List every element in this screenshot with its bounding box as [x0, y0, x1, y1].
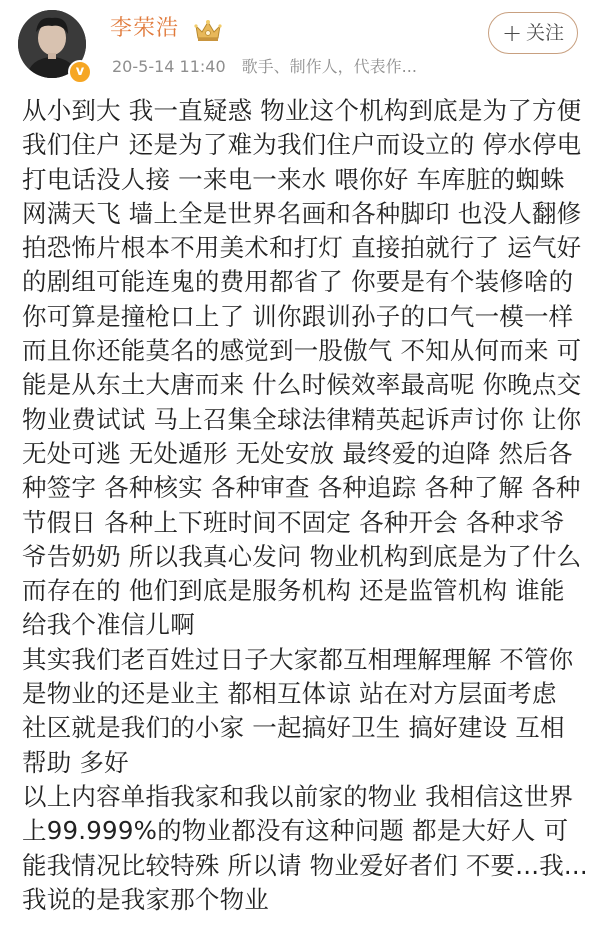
author-name[interactable]: 李荣浩	[110, 16, 180, 41]
post-timestamp: 20-5-14 11:40	[112, 57, 226, 76]
author-description: 歌手、制作人，代表作...	[241, 57, 417, 76]
post-header	[0, 0, 600, 92]
crown-icon	[192, 16, 224, 44]
post-paragraph: 其实我们老百姓过日子大家都互相理解理解 不管你是物业的还是业主 都相互体谅 站在对方层面考虑 社区就是我们的小家 一起搞好卫生 搞好建设 互相帮助 多好	[22, 644, 574, 777]
post-paragraph: 以上内容单指我家和我以前家的物业 我相信这世界上99.999%的物业都没有这种问题 都是大好人 可能我情况比较特殊 所以请 物业爱好者们 不要...我...我说的是我家那个物业	[22, 781, 588, 914]
verified-icon: v	[68, 60, 92, 84]
post-meta	[112, 56, 417, 78]
post-body	[22, 94, 588, 917]
plus-icon: +	[501, 19, 523, 47]
post-paragraph: 从小到大 我一直疑惑 物业这个机构到底是为了方便我们住户 还是为了难为我们住户而设立的 停水停电打电话没人接 一来电一来水 喂你好 车库脏的蜘蛛网满天飞 墙上全是世界名画和各种脚印 也没人翻修 拍恐怖片根本不用美术和打灯 直接拍就行了 运气好的剧组可能连鬼的费用都省了 你要是有个装修啥的 你可算是撞枪口上了 训你跟训孙子的口气一模一样 而且你还能莫名的感觉到一股傲气 不知从何而来 可能是从东土大唐而来 什么时候效率最高呢 你晚点交物业费试试 马上召集全球法律精英起诉声讨你 让你无处可逃 无处遁形 无处安放 最终爱的迫降 然后各种签字 各种核实 各种审查 各种追踪 各种了解 各种节假日 各种上下班时间不固定 各种开会 各种求爷爷告奶奶 所以我真心发问 物业机构到底是为了什么而存在的 他们到底是服务机构 还是监管机构 谁能给我个准信儿啊	[22, 96, 582, 640]
follow-button-label: 关注	[526, 22, 565, 44]
follow-button[interactable]	[488, 12, 578, 54]
